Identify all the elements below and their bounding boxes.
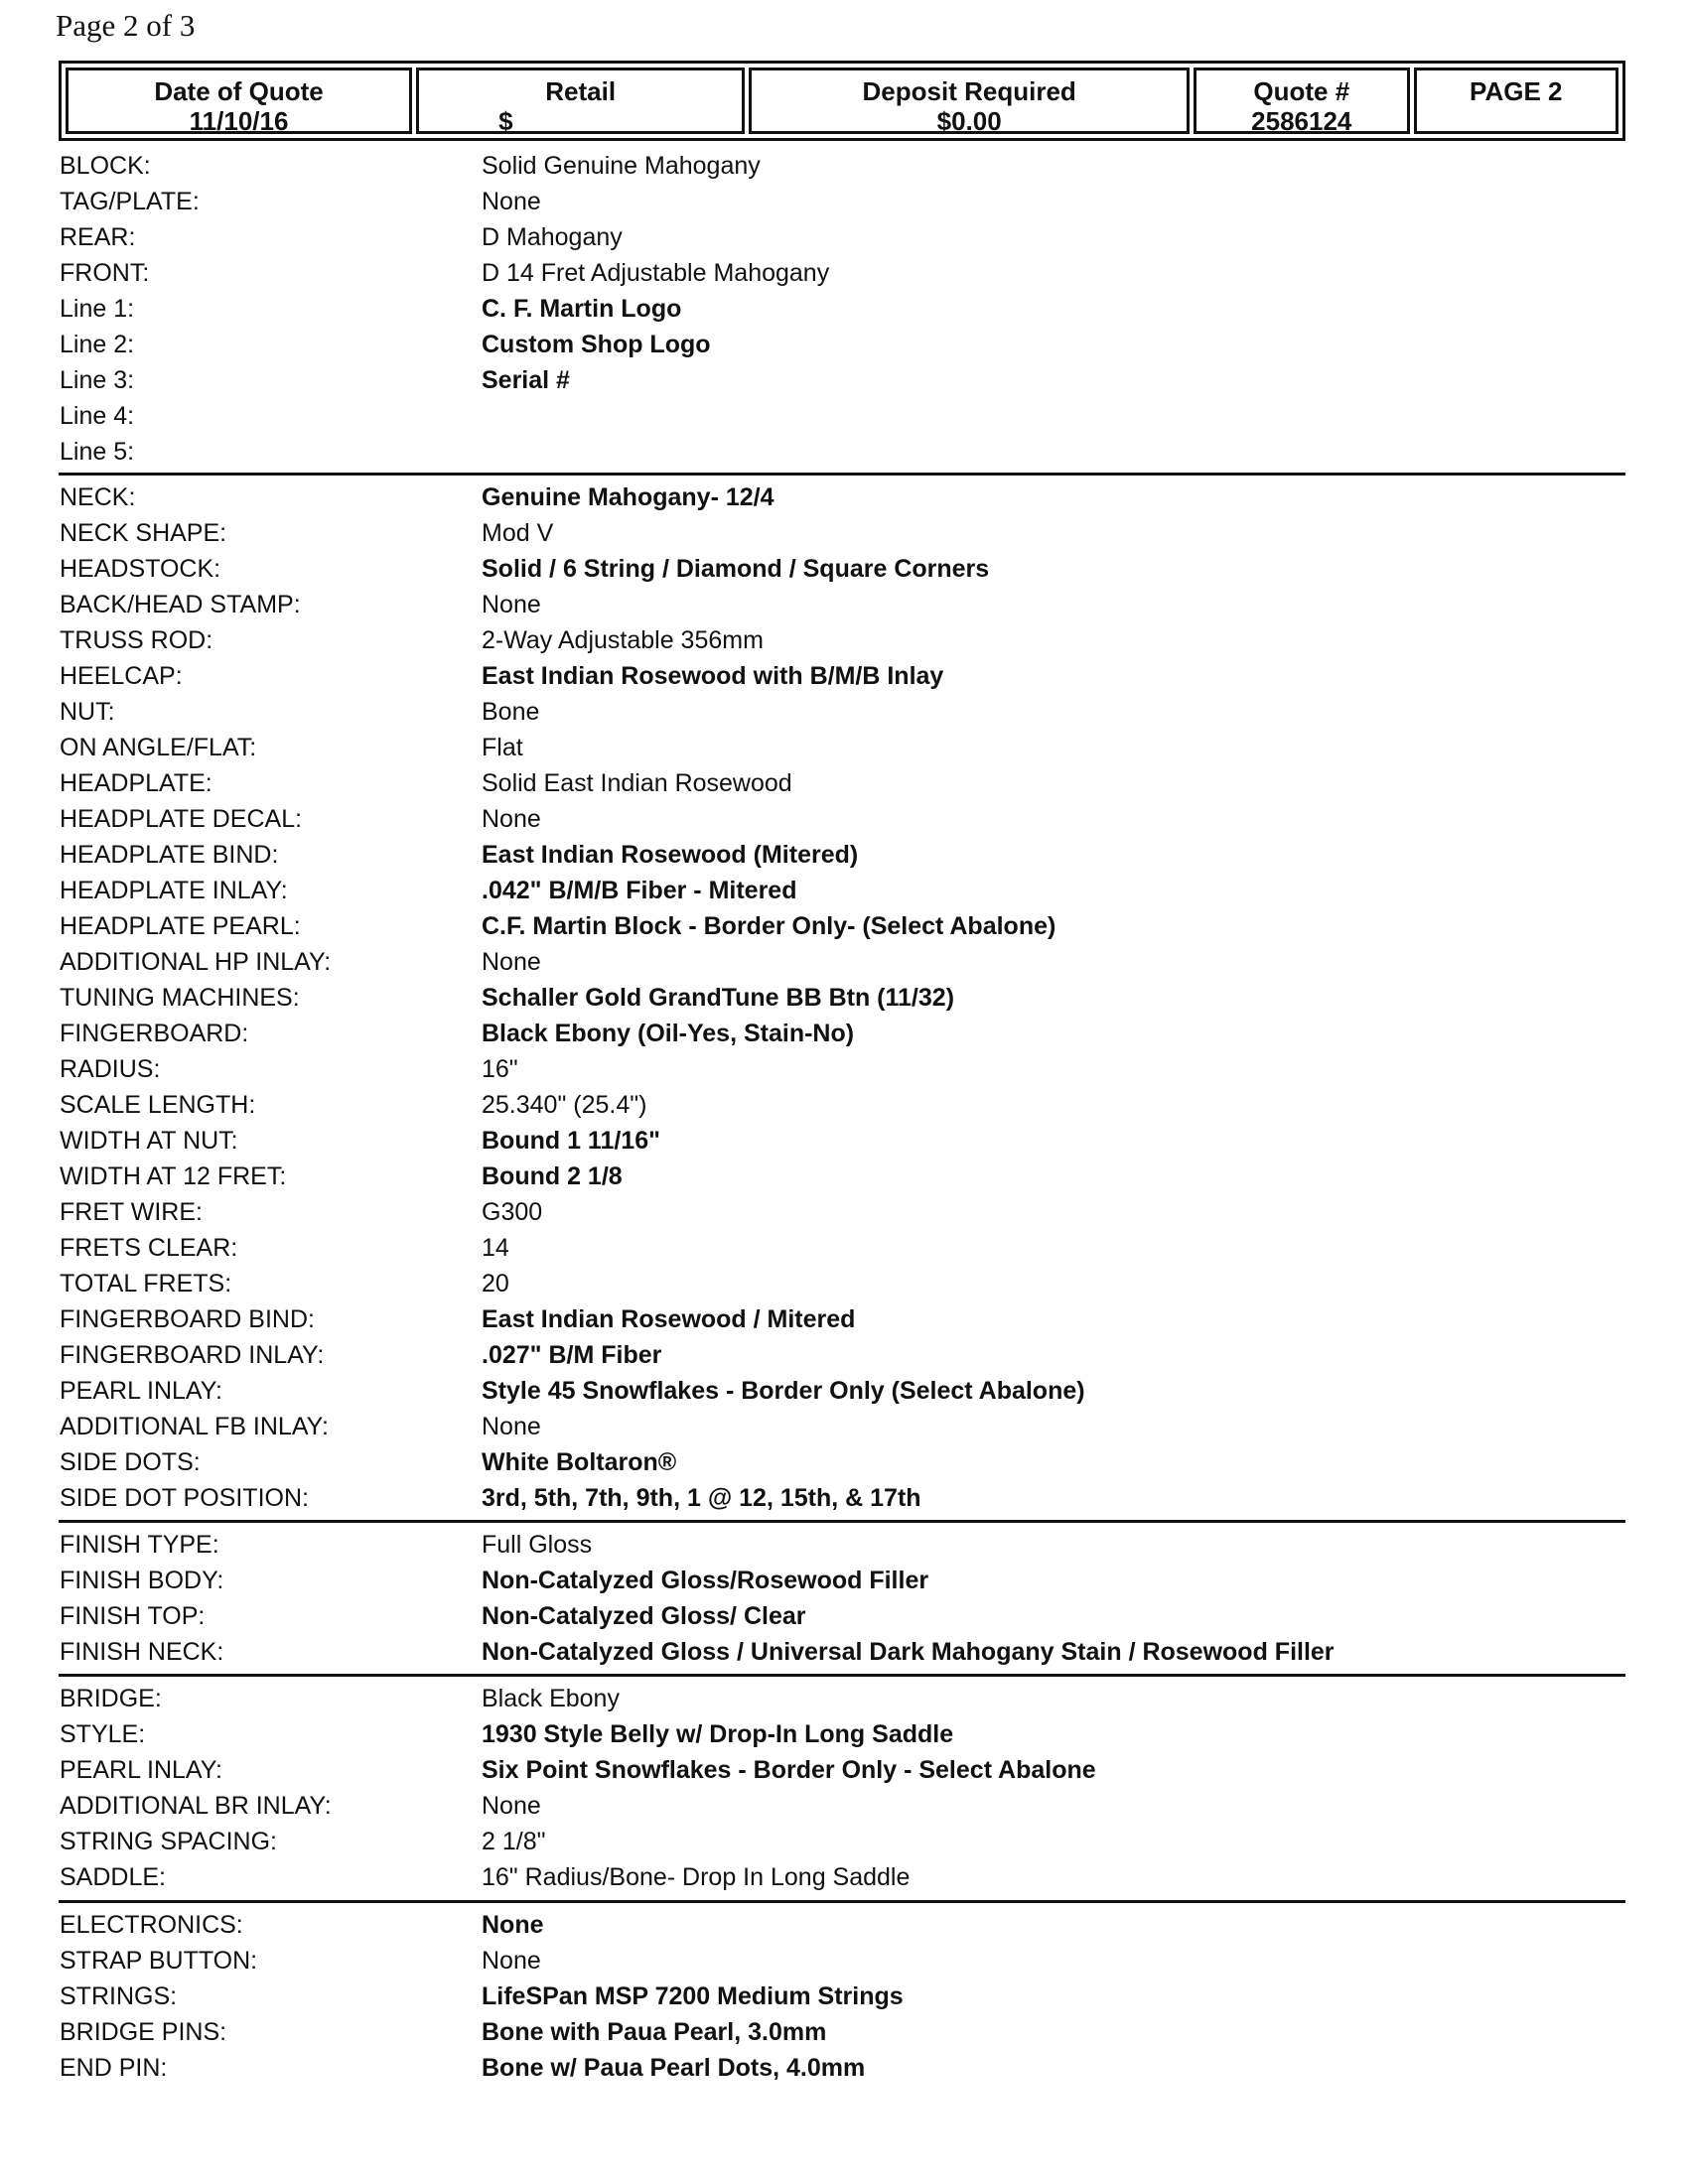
spec-row [59,1979,1625,2014]
spec-label: BRIDGE PINS: [60,2018,227,2046]
spec-row [59,1337,1625,1373]
spec-value: East Indian Rosewood / Mitered [482,1305,856,1333]
spec-label: HEELCAP: [60,662,183,690]
spec-label: PEARL INLAY: [60,1756,222,1784]
spec-value: Six Point Snowflakes - Border Only - Select Abalone [482,1756,1096,1784]
spec-row [59,1752,1625,1788]
quote-number-cell [1194,68,1409,134]
spec-row [59,1266,1625,1301]
spec-label: FINISH TYPE: [60,1531,219,1559]
spec-label: FRETS CLEAR: [60,1234,238,1262]
spec-row [59,765,1625,801]
spec-value: East Indian Rosewood (Mitered) [482,841,859,869]
spec-row [59,980,1625,1016]
section-divider [59,473,1625,476]
spec-value: Non-Catalyzed Gloss / Universal Dark Mahogany Stain / Rosewood Filler [482,1638,1335,1666]
spec-value: Bone [482,698,540,726]
spec-label: NECK: [60,483,136,511]
retail-cell [416,68,745,134]
retail-title: Retail [545,76,617,106]
spec-value: .042" B/M/B Fiber - Mitered [482,877,797,904]
spec-label: FINGERBOARD BIND: [60,1305,315,1333]
spec-label: NECK SHAPE: [60,519,227,547]
spec-value: Non-Catalyzed Gloss/Rosewood Filler [482,1567,929,1594]
spec-row [59,1634,1625,1670]
spec-row [59,1194,1625,1230]
neck-section [59,479,1625,1516]
spec-label: Line 4: [60,402,135,430]
spec-label: ADDITIONAL BR INLAY: [60,1792,332,1820]
spec-label: ELECTRONICS: [60,1911,243,1939]
spec-label: SIDE DOT POSITION: [60,1484,309,1512]
spec-row [59,622,1625,658]
spec-row [59,1051,1625,1087]
spec-row [59,255,1625,291]
spec-value: Bound 2 1/8 [482,1162,623,1190]
spec-row [59,944,1625,980]
spec-row [59,1301,1625,1337]
spec-row [59,1598,1625,1634]
spec-value: White Boltaron® [482,1448,677,1476]
spec-label: STRAP BUTTON: [60,1947,258,1975]
spec-value: Custom Shop Logo [482,331,711,358]
spec-value: None [482,1792,541,1820]
spec-value: 3rd, 5th, 7th, 9th, 1 @ 12, 15th, & 17th [482,1484,921,1512]
spec-row [59,1230,1625,1266]
spec-value: Solid Genuine Mahogany [482,152,761,180]
spec-value: 2 1/8" [482,1828,546,1855]
spec-value: 1930 Style Belly w/ Drop-In Long Saddle [482,1720,954,1748]
spec-label: BRIDGE: [60,1685,162,1712]
spec-label: SIDE DOTS: [60,1448,201,1476]
spec-label: HEADPLATE: [60,769,212,797]
spec-label: BLOCK: [60,152,151,180]
spec-label: HEADPLATE INLAY: [60,877,288,904]
spec-row [59,327,1625,362]
spec-label: HEADPLATE DECAL: [60,805,303,833]
spec-value: None [482,188,541,215]
spec-row [59,658,1625,694]
date-of-quote-cell [66,68,412,134]
spec-value: Bound 1 11/16" [482,1127,660,1155]
section-divider [59,1674,1625,1677]
spec-row [59,1087,1625,1123]
spec-row [59,479,1625,515]
spec-row [59,398,1625,434]
spec-value: Solid / 6 String / Diamond / Square Corners [482,555,990,583]
spec-row [59,873,1625,908]
spec-label: TRUSS ROD: [60,626,213,654]
spec-value: C.F. Martin Block - Border Only- (Select Abalone) [482,912,1056,940]
spec-row [59,1016,1625,1051]
spec-row [59,148,1625,184]
spec-label: FINISH BODY: [60,1567,224,1594]
spec-value: Mod V [482,519,554,547]
spec-row [59,551,1625,587]
spec-label: TUNING MACHINES: [60,984,300,1012]
spec-value: Bone with Paua Pearl, 3.0mm [482,2018,827,2046]
spec-row [59,515,1625,551]
spec-row [59,291,1625,327]
spec-value: Style 45 Snowflakes - Border Only (Select Abalone) [482,1377,1085,1405]
spec-value: Black Ebony (Oil-Yes, Stain-No) [482,1020,855,1047]
spec-value: Genuine Mahogany- 12/4 [482,483,774,511]
spec-label: Line 2: [60,331,135,358]
spec-label: STRINGS: [60,1982,178,2010]
quote-number-title: Quote # [1253,76,1350,106]
retail-value: $ [498,106,513,136]
spec-label: SCALE LENGTH: [60,1091,256,1119]
spec-value: 25.340" (25.4") [482,1091,647,1119]
spec-label: HEADPLATE BIND: [60,841,279,869]
page-cell [1414,68,1618,134]
spec-value: 14 [482,1234,509,1262]
spec-label: RADIUS: [60,1055,161,1083]
spec-label: WIDTH AT NUT: [60,1127,238,1155]
spec-row [59,2014,1625,2050]
spec-label: Line 3: [60,366,135,394]
spec-row [59,1824,1625,1859]
spec-row [59,1681,1625,1716]
section-divider [59,1900,1625,1903]
spec-row [59,801,1625,837]
spec-row [59,1444,1625,1480]
spec-row [59,1943,1625,1979]
block-section [59,148,1625,470]
spec-row [59,1716,1625,1752]
spec-label: ADDITIONAL FB INLAY: [60,1413,329,1440]
spec-value: D Mahogany [482,223,623,251]
spec-label: TAG/PLATE: [60,188,200,215]
spec-value: C. F. Martin Logo [482,295,682,323]
spec-label: PEARL INLAY: [60,1377,222,1405]
spec-row [59,837,1625,873]
spec-value: East Indian Rosewood with B/M/B Inlay [482,662,944,690]
spec-label: FINISH TOP: [60,1602,206,1630]
spec-value: None [482,591,541,618]
hardware-section [59,1907,1625,2086]
page-number: Page 2 of 3 [56,8,196,43]
spec-label: STYLE: [60,1720,146,1748]
spec-label: END PIN: [60,2054,168,2082]
spec-row [59,1373,1625,1409]
spec-value: .027" B/M Fiber [482,1341,662,1369]
spec-value: Solid East Indian Rosewood [482,769,792,797]
spec-label: ON ANGLE/FLAT: [60,734,257,761]
spec-label: FINGERBOARD INLAY: [60,1341,325,1369]
spec-label: TOTAL FRETS: [60,1270,232,1297]
spec-row [59,1788,1625,1824]
spec-label: HEADPLATE PEARL: [60,912,301,940]
spec-value: None [482,1413,541,1440]
spec-label: STRING SPACING: [60,1828,278,1855]
spec-value: LifeSPan MSP 7200 Medium Strings [482,1982,904,2010]
spec-value: None [482,805,541,833]
spec-label: WIDTH AT 12 FRET: [60,1162,287,1190]
spec-row [59,730,1625,765]
spec-value: 16" Radius/Bone- Drop In Long Saddle [482,1863,911,1891]
bridge-section [59,1681,1625,1895]
spec-row [59,1123,1625,1159]
spec-value: Black Ebony [482,1685,620,1712]
spec-label: FINISH NECK: [60,1638,224,1666]
deposit-required-value: $0.00 [936,106,1002,136]
spec-row [59,1159,1625,1194]
spec-value: 16" [482,1055,518,1083]
spec-label: REAR: [60,223,136,251]
spec-label: ADDITIONAL HP INLAY: [60,948,332,976]
spec-value: 2-Way Adjustable 356mm [482,626,764,654]
spec-row [59,908,1625,944]
spec-label: Line 1: [60,295,135,323]
spec-row [59,1563,1625,1598]
spec-value: Flat [482,734,523,761]
spec-row [59,362,1625,398]
deposit-required-cell [749,68,1190,134]
spec-label: BACK/HEAD STAMP: [60,591,301,618]
spec-label: FRET WIRE: [60,1198,203,1226]
spec-value: Non-Catalyzed Gloss/ Clear [482,1602,806,1630]
spec-row [59,1409,1625,1444]
spec-value: None [482,948,541,976]
spec-row [59,2050,1625,2086]
quote-header-table [59,61,1625,141]
section-divider [59,1520,1625,1523]
spec-label: Line 5: [60,438,135,466]
date-of-quote-title: Date of Quote [154,76,324,106]
spec-value: Full Gloss [482,1531,593,1559]
spec-row [59,184,1625,219]
spec-row [59,1907,1625,1943]
spec-row [59,587,1625,622]
spec-row [59,434,1625,470]
page-cell-title: PAGE 2 [1470,76,1563,106]
spec-row [59,694,1625,730]
spec-row [59,1859,1625,1895]
finish-section [59,1527,1625,1670]
spec-label: HEADSTOCK: [60,555,221,583]
spec-label: FINGERBOARD: [60,1020,249,1047]
spec-value: None [482,1911,544,1939]
deposit-required-title: Deposit Required [862,76,1076,106]
spec-value: None [482,1947,541,1975]
spec-value: D 14 Fret Adjustable Mahogany [482,259,830,287]
spec-value: Schaller Gold GrandTune BB Btn (11/32) [482,984,955,1012]
spec-label: SADDLE: [60,1863,166,1891]
spec-value: Bone w/ Paua Pearl Dots, 4.0mm [482,2054,866,2082]
spec-label: NUT: [60,698,115,726]
spec-value: Serial # [482,366,570,394]
spec-value: G300 [482,1198,543,1226]
spec-row [59,1480,1625,1516]
spec-label: FRONT: [60,259,150,287]
spec-value: 20 [482,1270,509,1297]
date-of-quote-value: 11/10/16 [189,106,289,136]
quote-number-value: 2586124 [1251,106,1352,136]
spec-row [59,1527,1625,1563]
spec-row [59,219,1625,255]
